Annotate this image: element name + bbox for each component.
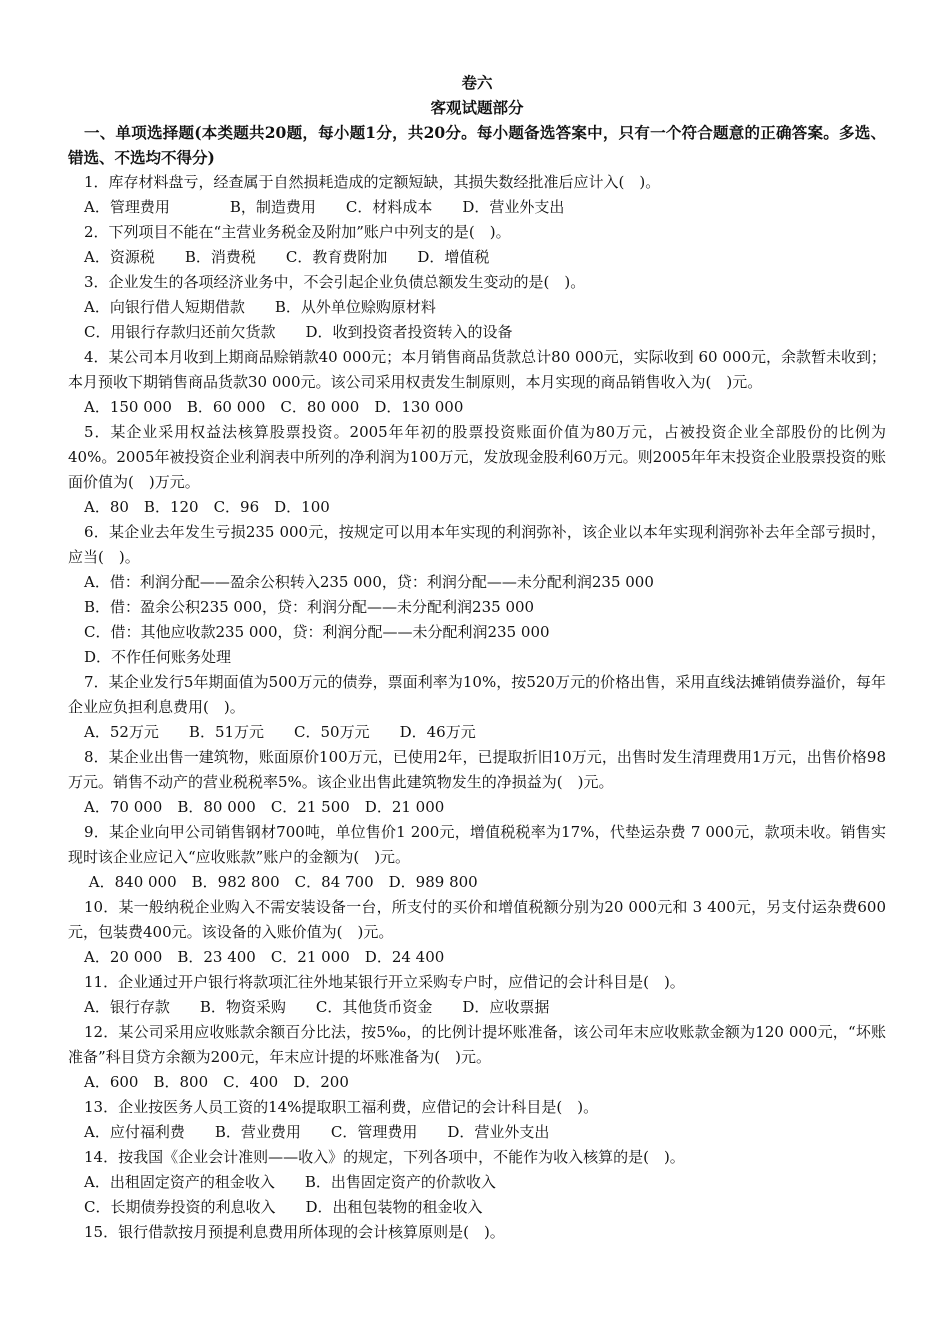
question-stem: 10．某一般纳税企业购入不需安装设备一台，所支付的买价和增值税额分别为20 000元和 3 400元，另支付运杂费600元，包装费400元。该设备的入账价值为( )元。 (68, 898, 886, 941)
answer-options: C．长期债券投资的利息收入 D．出租包装物的租金收入 (84, 1198, 483, 1216)
answer-options: A．70 000 B．80 000 C．21 500 D．21 000 (84, 798, 445, 816)
question-stem: 12．某公司采用应收账款余额百分比法，按5‰，的比例计提坏账准备，该公司年末应收账款金额为120 000元，“坏账准备”科目贷方余额为200元，年末应计提的坏账准备为( )元。 (68, 1023, 886, 1066)
answer-options: A．管理费用 B，制造费用 C．材料成本 D．营业外支出 (84, 198, 565, 216)
answer-options: C．借：其他应收款235 000，贷：利润分配——未分配利润235 000 (84, 623, 550, 641)
question-stem: 3．企业发生的各项经济业务中，不会引起企业负债总额发生变动的是( )。 (84, 273, 586, 291)
question-stem: 11．企业通过开户银行将款项汇往外地某银行开立采购专户时，应借记的会计科目是( )。 (84, 973, 685, 991)
answer-options: D．不作任何账务处理 (84, 648, 232, 666)
question-list (68, 170, 886, 1245)
question-stem: 8．某企业出售一建筑物，账面原价100万元，已使用2年，已提取折旧10万元，出售时发生清理费用1万元，出售价格98万元。销售不动产的营业税税率5%。该企业出售此建筑物发生的净损益为( )元。 (68, 748, 886, 791)
answer-options: B．借：盈余公积235 000，贷：利润分配——未分配利润235 000 (84, 598, 535, 616)
answer-options: A．银行存款 B．物资采购 C．其他货币资金 D．应收票据 (84, 998, 550, 1016)
question-stem: 13．企业按医务人员工资的14%提取职工福利费，应借记的会计科目是( )。 (84, 1098, 599, 1116)
question-stem: 14．按我国《企业会计准则——收入》的规定，下列各项中，不能作为收入核算的是( )。 (84, 1148, 685, 1166)
document-page (68, 70, 886, 1245)
document-title: 卷六 (461, 73, 493, 92)
document-subtitle: 客观试题部分 (430, 98, 524, 117)
answer-options: A．资源税 B．消费税 C．教育费附加 D．增值税 (84, 248, 490, 266)
question-stem: 1．库存材料盘亏，经查属于自然损耗造成的定额短缺，其损失数经批准后应计入( )。 (84, 173, 661, 191)
answer-options: A．52万元 B．51万元 C．50万元 D．46万元 (84, 723, 476, 741)
answer-options: A．向银行借人短期借款 B．从外单位赊购原材料 (84, 298, 436, 316)
answer-options: A．600 B．800 C．400 D．200 (84, 1073, 349, 1091)
question-stem: 9．某企业向甲公司销售钢材700吨，单位售价1 200元，增值税税率为17%，代垫运杂费 7 000元，款项未收。销售实现时该企业应记入“应收账款”账户的金额为( )元。 (68, 823, 886, 866)
answer-options: C．用银行存款归还前欠货款 D．收到投资者投资转入的设备 (84, 323, 513, 341)
answer-options: A．80 B．120 C．96 D．100 (84, 498, 330, 516)
question-stem: 7．某企业发行5年期面值为500万元的债券，票面利率为10%，按520万元的价格出售，采用直线法摊销债券溢价，每年企业应负担利息费用( )。 (68, 673, 886, 716)
answer-options: A．840 000 B．982 800 C．84 700 D．989 800 (84, 873, 478, 891)
answer-options: A．20 000 B．23 400 C．21 000 D．24 400 (84, 948, 445, 966)
answer-options: A．出租固定资产的租金收入 B．出售固定资产的价款收入 (84, 1173, 496, 1191)
question-stem: 2．下列项目不能在“主营业务税金及附加”账户中列支的是( )。 (84, 223, 511, 241)
question-stem: 15．银行借款按月预提利息费用所体现的会计核算原则是( )。 (84, 1223, 505, 1241)
answer-options: A．应付福利费 B．营业费用 C．管理费用 D．营业外支出 (84, 1123, 550, 1141)
question-stem: 4．某公司本月收到上期商品赊销款40 000元；本月销售商品货款总计80 000元，实际收到 60 000元，余款暂未收到；本月预收下期销售商品货款30 000元。该公司采用权责发生制原则，本月实现的商品销售收入为( )元。 (68, 348, 886, 391)
question-stem: 6．某企业去年发生亏损235 000元，按规定可以用本年实现的利润弥补，该企业以本年实现利润弥补去年全部亏损时，应当( )。 (68, 523, 886, 566)
answer-options: A．借：利润分配——盈余公积转入235 000，贷：利润分配——未分配利润235 000 (84, 573, 654, 591)
question-stem: 5．某企业采用权益法核算股票投资。2005年年初的股票投资账面价值为80万元，占被投资企业全部股份的比例为40%。2005年被投资企业利润表中所列的净利润为100万元，发放现金股利60万元。则2005年年末投资企业股票投资的账面价值为( )万元。 (68, 423, 886, 491)
answer-options: A．150 000 B．60 000 C．80 000 D．130 000 (84, 398, 464, 416)
section-heading: 一、单项选择题(本类题共20题，每小题1分，共20分。每小题备选答案中，只有一个符合题意的正确答案。多选、错选、不选均不得分) (68, 123, 886, 167)
